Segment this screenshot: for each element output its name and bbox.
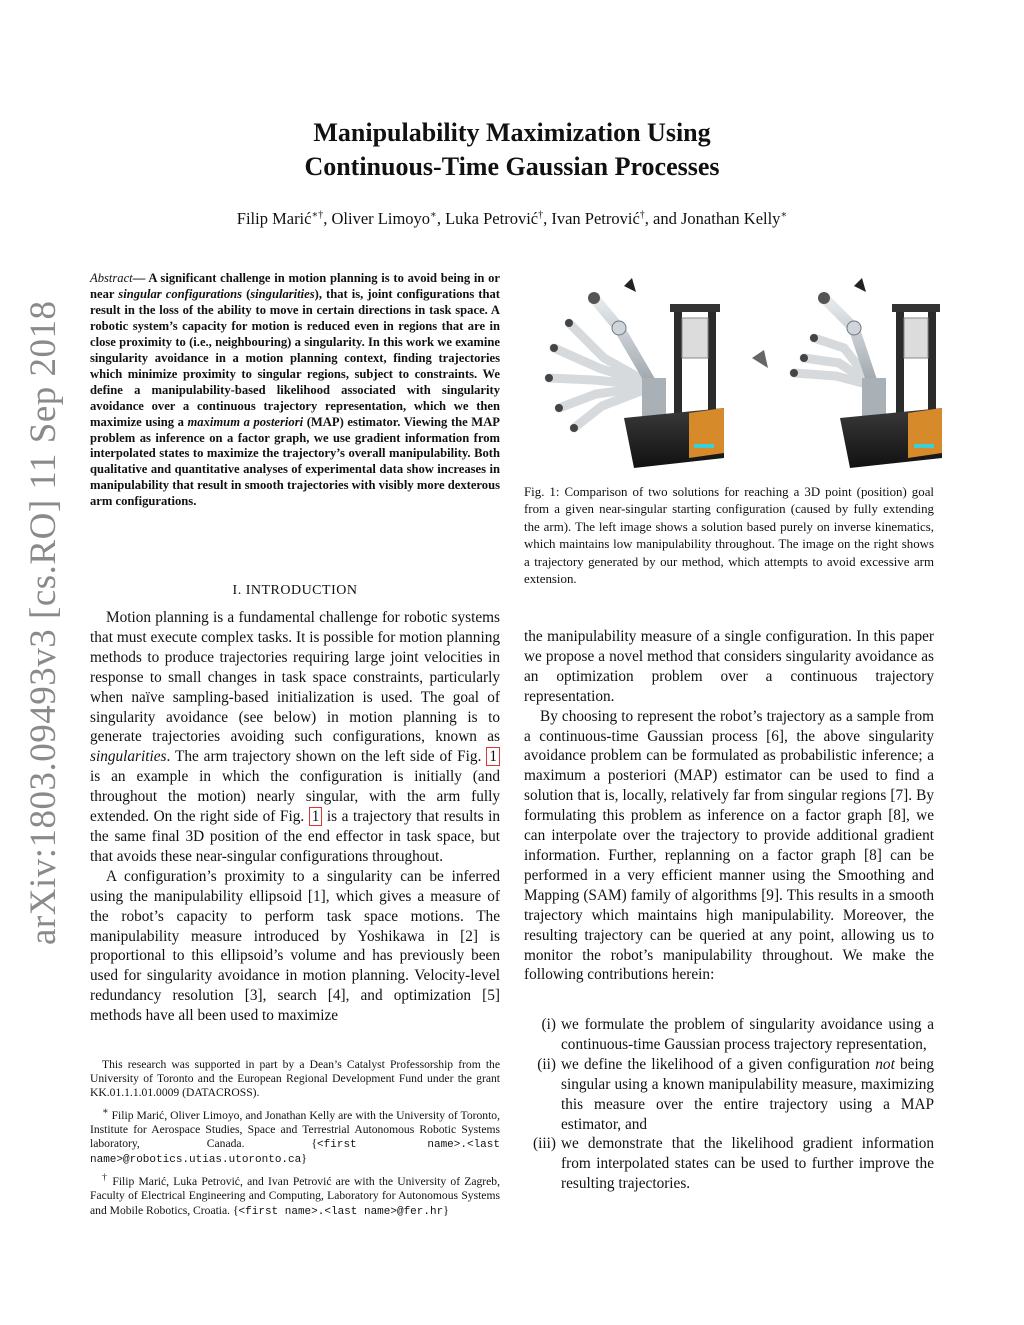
- intro-paragraph-3: the manipulability measure of a single configuration. In this paper we propose a novel method that considers singularity avoidance as an optimization problem over a continuous trajectory representation.: [524, 628, 934, 705]
- author-name: , Oliver Limoyo: [323, 209, 431, 228]
- figure-reference-link[interactable]: 1: [309, 807, 323, 826]
- affiliation-mark: ∗: [430, 209, 437, 221]
- intro-text: is a trajectory that results in the same final 3D position of the end effector in task space, but that avoids these near-singular configurations throughout.: [90, 808, 500, 865]
- list-item-emphasis: not: [875, 1055, 895, 1073]
- affiliation-mark: ∗: [780, 209, 788, 221]
- abstract-label: Abstract: [90, 271, 133, 285]
- footnote-funding: This research was supported in part by a Dean’s Catalyst Professorship from the University of Toronto and the European Regional Development Fund under the grant KK.01.1.1.01.0009 (DATACROSS).: [90, 1058, 500, 1100]
- figure-1-robot-trajectories: [524, 268, 944, 478]
- footnote-mark: ∗: [102, 1105, 109, 1117]
- list-item-text: being singular using a known manipulability measure, maximizing this measure over the entire trajectory using a MAP estimator, and: [561, 1055, 935, 1133]
- title-line-1: Manipulability Maximization Using: [313, 118, 711, 147]
- abstract-text: (: [242, 286, 251, 301]
- footnote-mark: †: [102, 1172, 109, 1184]
- abstract-text: ), that is, joint configurations that result in the loss of the ability to move in certain directions in task space. A robotic system’s capacity for motion is reduced even in regions that are in close proximity to (i.e., neighbouring) a singularity. In this work we examine singularity avoidance in a motion planning context, finding trajectories which minimize proximity to singular regions, subject to constraints. We define a manipulability-based likelihood associated with singularity avoidance over a continuous trajectory representation, which we then maximize using a: [90, 286, 500, 429]
- abstract-text: (MAP) estimator. Viewing the MAP problem as inference on a factor graph, we use gradient information from interpolated states to maximize the trajectory’s overall manipulability. Both qualitative and quantitative analyses of experimental data show increases in manipulability that result in smooth trajectories with visibly more dexterous arm configurations.: [90, 414, 500, 509]
- footnotes: [90, 1058, 500, 1223]
- footnote-text: }: [301, 1152, 307, 1166]
- arxiv-identifier-stamp: arXiv:1803.09493v3 [cs.RO] 11 Sep 2018: [23, 300, 64, 945]
- list-item-number: (i): [541, 1016, 556, 1033]
- title-line-2: Continuous-Time Gaussian Processes: [304, 152, 720, 181]
- list-item-number: (ii): [537, 1055, 556, 1073]
- list-item-text: we define the likelihood of a given configuration: [561, 1055, 876, 1073]
- list-item: [524, 1015, 934, 1055]
- footnote-text: }: [443, 1203, 449, 1217]
- list-item: [524, 1134, 934, 1194]
- author-name: , and Jonathan Kelly: [644, 209, 781, 228]
- abstract-emphasis: singularities: [250, 286, 315, 301]
- author-name: Filip Marić: [236, 209, 312, 228]
- intro-paragraph-1: [90, 608, 500, 867]
- affiliation-mark: ∗†: [311, 209, 324, 221]
- figure-reference-link[interactable]: 1: [486, 747, 500, 766]
- intro-paragraph-2: A configuration’s proximity to a singularity can be inferred using the manipulability ellipsoid [1], which gives a measure of the robot’s capacity to perform task space motions. The manipulability measure introduced by Yoshikawa in [2] is proportional to this ellipsoid’s volume and has previously been used for singularity avoidance in motion planning. Velocity-level redundancy resolution [3], search [4], and optimization [5] methods have all been used to maximize: [90, 867, 500, 1025]
- list-item: [524, 1055, 934, 1135]
- introduction-body: [90, 608, 500, 1026]
- abstract-text: A significant challenge in motion planning is to avoid being in or near: [90, 271, 500, 301]
- abstract-emphasis: singular configurations: [118, 286, 243, 301]
- footnote-email: <first name>.<last name>@fer.hr: [238, 1205, 444, 1218]
- abstract-dash: —: [132, 271, 149, 285]
- abstract-emphasis: maximum a posteriori: [187, 414, 304, 429]
- footnote-text: Filip Marić, Oliver Limoyo, and Jonathan Kelly are with the University of Toronto, Institute for Aerospace Studies, Space and Terrestrial Autonomous Robotic Systems laboratory, Canada. {: [90, 1108, 500, 1150]
- list-item-text: we formulate the problem of singularity avoidance using a continuous-time Gaussian process trajectory representation,: [561, 1016, 934, 1053]
- intro-text: is an example in which the configuration is initially (and throughout the motion) nearly singular, with the arm fully extended. On the right side of Fig.: [90, 768, 500, 826]
- paper-title: [200, 116, 824, 184]
- intro-paragraph-4: By choosing to represent the robot’s trajectory as a sample from a continuous-time Gaussian process [6], the above singularity avoidance problem can be formulated as probabilistic inference; a maximum a posteriori (MAP) estimator can be used to find a solution that is, locally, relatively far from singular regions [7]. By formulating this problem as inference on a factor graph [8], we can interpolate over the trajectory to provide additional gradient information. Further, replanning on a factor graph [8] can be performed in a very efficient manner using the Smoothing and Mapping (SAM) family of algorithms [9]. This results in a smooth trajectory which maintains high manipulability. Moreover, the resulting trajectory can be queried at any point, allowing us to monitor the robot’s manipulability throughout. We make the following contributions herein:: [524, 707, 934, 984]
- introduction-body-continued: [524, 627, 934, 985]
- footnote-text: Filip Marić, Luka Petrović, and Ivan Petrović are with the University of Zagreb, Faculty of Electrical Engineering and Computing, Laboratory for Autonomous Systems and Mobile Robotics, Croatia. {: [90, 1175, 501, 1217]
- intro-emphasis: singularities: [90, 748, 167, 766]
- figure-1-caption: Fig. 1: Comparison of two solutions for reaching a 3D point (position) goal from a given near-singular starting configuration (caused by fully extending the arm). The left image shows a solution based purely on inverse kinematics, which maintains low manipulability throughout. The image on the right shows a trajectory generated by our method, which attempts to avoid excessive arm extension.: [524, 485, 934, 587]
- footnote-email: <first name>.<last name>@robotics.utias.utoronto.ca: [90, 1138, 500, 1167]
- intro-text: Motion planning is a fundamental challenge for robotic systems that must execute complex tasks. It is possible for motion planning methods to produce trajectories requiring large joint velocities in response to small changes in task space constraints, particularly when naïve sampling-based initialization is used. The goal of singularity avoidance (see below) in motion planning is to generate trajectories avoiding such configurations, known as: [90, 609, 500, 746]
- footnote-affiliation-toronto: [90, 1105, 500, 1168]
- contributions-list: [524, 1015, 934, 1194]
- author-list: [140, 209, 884, 229]
- affiliation-mark: †: [639, 209, 645, 221]
- intro-text: . The arm trajectory shown on the left side of Fig.: [166, 748, 487, 766]
- section-heading-introduction: I. INTRODUCTION: [232, 583, 358, 598]
- target-marker: [854, 278, 866, 292]
- right-robot: [752, 278, 942, 468]
- author-name: , Ivan Petrović: [543, 209, 640, 228]
- abstract: [90, 271, 500, 510]
- footnote-affiliation-zagreb: [90, 1171, 500, 1218]
- left-robot: [545, 278, 724, 468]
- author-name: , Luka Petrović: [436, 209, 539, 228]
- list-item-number: (iii): [533, 1135, 556, 1153]
- list-item-text: we demonstrate that the likelihood gradient information from interpolated states can be used to further improve the resulting trajectories.: [561, 1135, 934, 1193]
- affiliation-mark: †: [538, 209, 544, 221]
- target-marker: [624, 278, 636, 292]
- robot-arm-illustration: [524, 268, 944, 478]
